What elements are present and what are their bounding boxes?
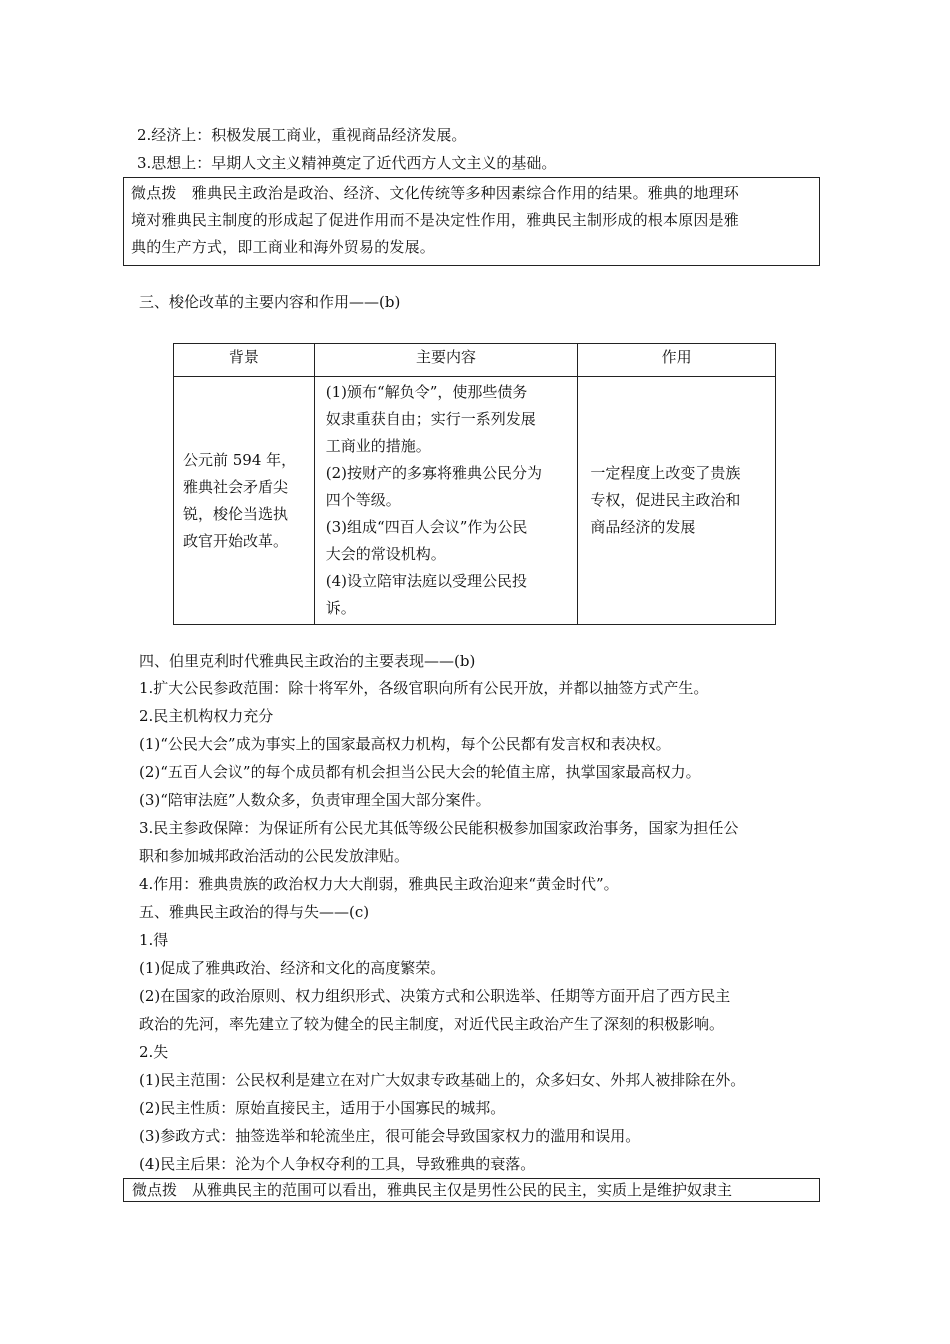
content-line: 奴隶重获自由；实行一系列发展: [325, 410, 536, 428]
background-line: 公元前 594 年，: [183, 450, 297, 469]
body-line: 1.扩大公民参政范围：除十将军外，各级官职向所有公民开放，并都以抽签方式产生。: [139, 679, 709, 697]
content-line: 工商业的措施。: [325, 437, 431, 455]
section-heading-solon: 三、梭伦改革的主要内容和作用——(b): [139, 293, 401, 311]
body-line: 2.民主机构权力充分: [139, 707, 274, 725]
tip-line: 典的生产方式，即工商业和海外贸易的发展。: [131, 238, 436, 256]
tip-line: 境对雅典民主制度的形成起了促进作用而不是决定性作用，雅典民主制形成的根本原因是雅: [131, 211, 740, 229]
content-line: (1)颁布“解负令”，使那些债务: [325, 383, 528, 401]
header-effect: 作用: [578, 344, 776, 377]
body-line: (1)“公民大会”成为事实上的国家最高权力机构，每个公民都有发言权和表决权。: [139, 735, 671, 753]
content-line: 诉。: [325, 599, 356, 617]
body-line: (1)促成了雅典政治、经济和文化的高度繁荣。: [139, 959, 446, 977]
economy-line: 2.经济上：积极发展工商业，重视商品经济发展。: [137, 126, 467, 144]
background-line: 雅典社会矛盾尖: [183, 477, 289, 496]
header-content: 主要内容: [314, 344, 578, 377]
effect-line: 商品经济的发展: [590, 518, 696, 536]
body-line: 3.民主参政保障：为保证所有公民尤其低等级公民能积极参加国家政治事务，国家为担任公: [139, 819, 739, 837]
body-line: (2)民主性质：原始直接民主，适用于小国寡民的城邦。: [139, 1099, 506, 1117]
solon-reform-table: [173, 343, 776, 625]
section-heading-gains-losses: 五、雅典民主政治的得与失——(c): [139, 903, 370, 921]
body-line: (2)“五百人会议”的每个成员都有机会担当公民大会的轮值主席，执掌国家最高权力。: [139, 763, 701, 781]
table-row: [174, 377, 776, 625]
body-line: 政治的先河，率先建立了较为健全的民主制度，对近代民主政治产生了深刻的积极影响。: [139, 1015, 725, 1033]
tip-box-2: 微点拨 从雅典民主的范围可以看出，雅典民主仅是男性公民的民主，实质上是维护奴隶主: [123, 1178, 820, 1202]
content-line: (3)组成“四百人会议”作为公民: [325, 518, 528, 536]
cell-effect: [578, 377, 776, 625]
body-line: (1)民主范围：公民权利是建立在对广大奴隶专政基础上的，众多妇女、外邦人被排除在外。: [139, 1071, 746, 1089]
effect-line: 专权，促进民主政治和: [590, 491, 741, 509]
content-line: 大会的常设机构。: [325, 545, 446, 563]
background-line: 政官开始改革。: [183, 531, 289, 550]
cell-content: [314, 377, 578, 625]
background-line: 锐，梭伦当选执: [183, 504, 289, 523]
content-line: 四个等级。: [325, 491, 401, 509]
body-line: (3)“陪审法庭”人数众多，负责审理全国大部分案件。: [139, 791, 491, 809]
table-header-row: [174, 344, 776, 377]
thought-line: 3.思想上：早期人文主义精神奠定了近代西方人文主义的基础。: [137, 154, 557, 172]
content-line: (2)按财产的多寡将雅典公民分为: [325, 464, 543, 482]
effect-line: 一定程度上改变了贵族: [590, 464, 741, 482]
section-heading-pericles: 四、伯里克利时代雅典民主政治的主要表现——(b): [139, 652, 476, 670]
header-background: 背景: [174, 344, 315, 377]
body-line: (4)民主后果：沦为个人争权夺利的工具，导致雅典的衰落。: [139, 1155, 536, 1173]
body-line: (3)参政方式：抽签选举和轮流坐庄，很可能会导致国家权力的滥用和误用。: [139, 1127, 641, 1145]
content-line: (4)设立陪审法庭以受理公民投: [325, 572, 528, 590]
cell-background: [174, 377, 315, 625]
tip-box-text: [124, 178, 819, 261]
body-line: 职和参加城邦政治活动的公民发放津贴。: [139, 847, 410, 865]
body-line: 4.作用：雅典贵族的政治权力大大削弱，雅典民主政治迎来“黄金时代”。: [139, 875, 619, 893]
tip-line: 微点拨 雅典民主政治是政治、经济、文化传统等多种因素综合作用的结果。雅典的地理环: [131, 184, 740, 202]
tip-box: [123, 177, 820, 266]
body-line: 1.得: [139, 931, 169, 949]
body-line: (2)在国家的政治原则、权力组织形式、决策方式和公职选举、任期等方面开启了西方民主: [139, 987, 731, 1005]
body-line: 2.失: [139, 1043, 169, 1061]
